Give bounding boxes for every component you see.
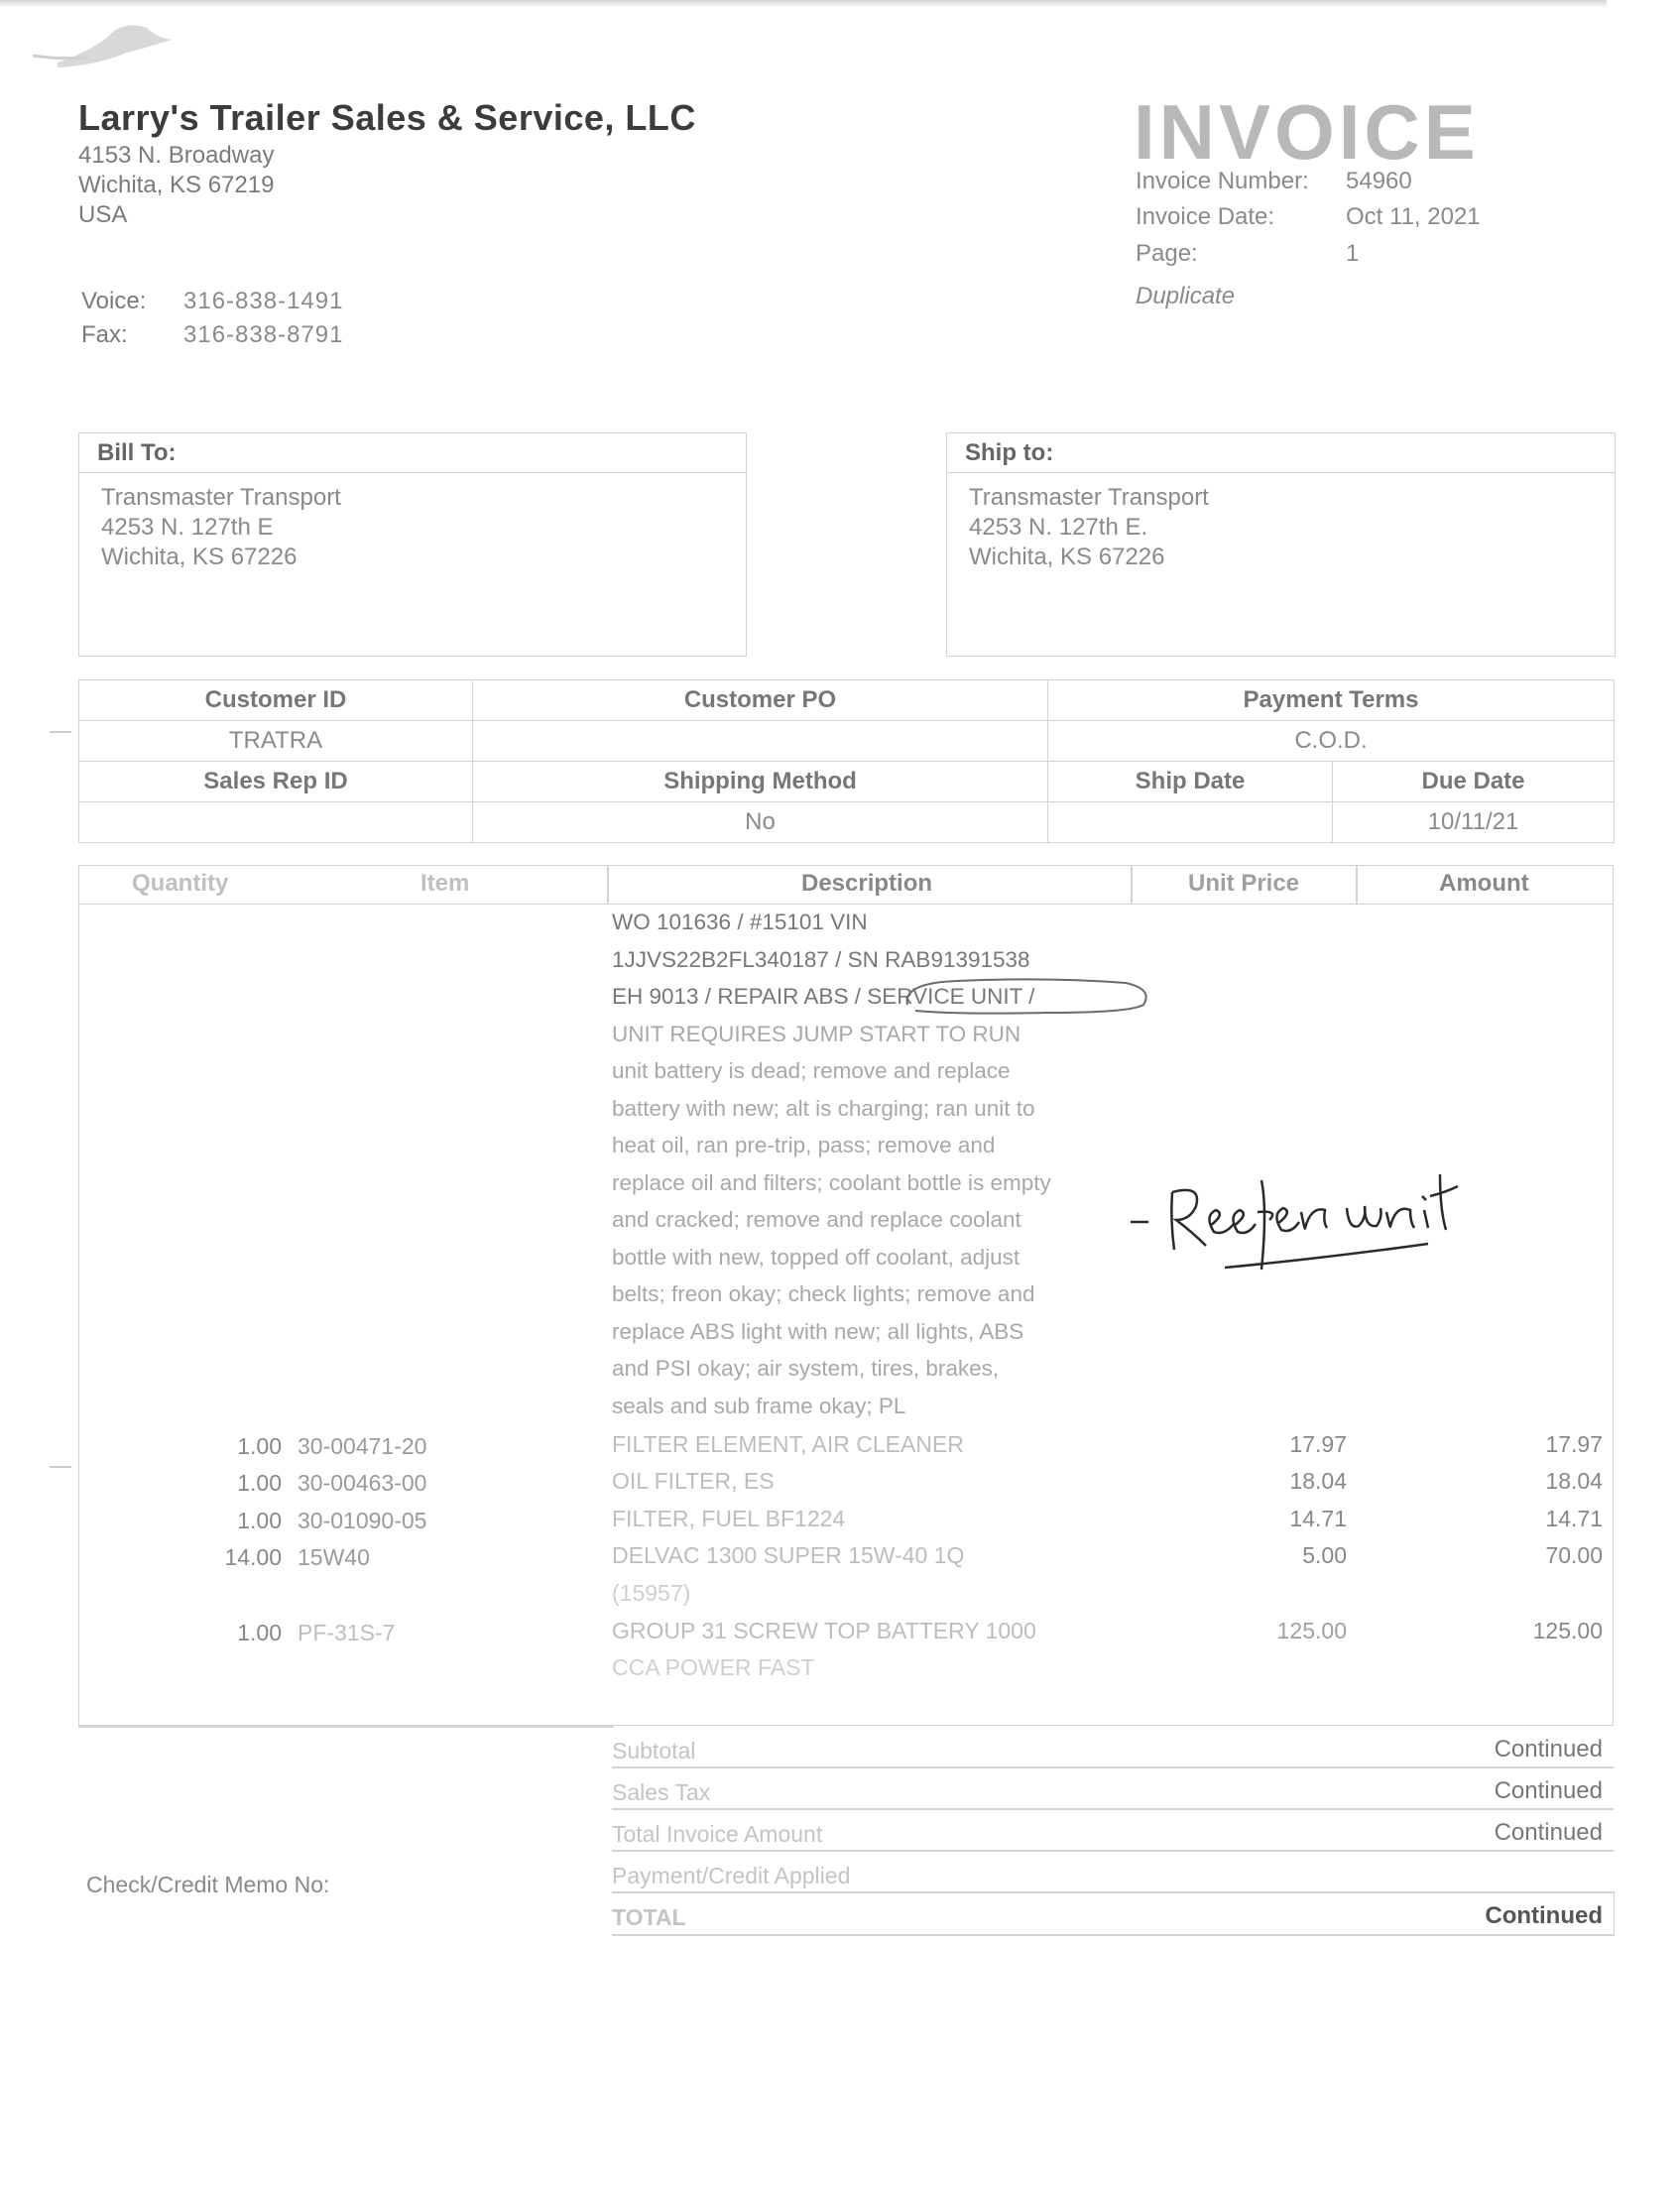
ship-date-header: Ship Date (1048, 762, 1333, 802)
shipping-method-header: Shipping Method (473, 762, 1048, 802)
fax-number: 316-838-8791 (183, 321, 344, 348)
payment-applied-label: Payment/Credit Applied (612, 1863, 851, 1888)
due-date-value: 10/11/21 (1333, 802, 1615, 843)
line-item-unit-price: 18.04 (1289, 1468, 1347, 1494)
line-item-amount: 70.00 (1545, 1542, 1603, 1568)
fax-label: Fax: (81, 321, 128, 348)
invoice-title: INVOICE (1134, 88, 1480, 176)
duplicate-note: Duplicate (1136, 283, 1236, 309)
margin-mark (50, 1466, 71, 1468)
subtotal-label: Subtotal (612, 1738, 696, 1763)
line-item-amount: 18.04 (1545, 1468, 1603, 1494)
bill-to-box (78, 432, 747, 657)
handwritten-note (1131, 1141, 1468, 1289)
work-description-line: and cracked; remove and replace coolant (612, 1207, 1021, 1232)
line-item-unit-price: 125.00 (1276, 1618, 1347, 1643)
item-header: Item (420, 870, 470, 897)
line-item-qty: 14.00 (224, 1544, 282, 1570)
work-description-line: 1JJVS22B2FL340187 / SN RAB91391538 (612, 946, 1030, 972)
invoice-number-label: Invoice Number: (1136, 168, 1309, 194)
quantity-header: Quantity (132, 870, 229, 897)
work-description-line: replace ABS light with new; all lights, ABS (612, 1318, 1024, 1344)
bill-to-line: Wichita, KS 67226 (101, 544, 298, 570)
description-header: Description (801, 870, 933, 897)
work-description-line: WO 101636 / #15101 VIN (612, 910, 868, 934)
line-item-description: CCA POWER FAST (612, 1654, 815, 1680)
ship-to-box (946, 432, 1616, 657)
ship-date-value (1048, 802, 1333, 843)
bill-to-line: 4253 N. 127th E (101, 514, 274, 541)
line-item-code: 30-01090-05 (298, 1508, 427, 1533)
totals-rule (612, 1850, 1614, 1852)
total-invoice-label: Total Invoice Amount (612, 1821, 823, 1847)
invoice-number: 54960 (1346, 168, 1412, 194)
column-divider (1131, 865, 1133, 905)
line-item-description: OIL FILTER, ES (612, 1468, 775, 1494)
margin-mark (50, 731, 71, 733)
invoice-date: Oct 11, 2021 (1346, 203, 1481, 230)
customer-id-value: TRATRA (79, 721, 473, 762)
work-description-line: battery with new; alt is charging; ran unit to (612, 1095, 1035, 1121)
ship-to-line: 4253 N. 127th E. (969, 514, 1148, 541)
payment-terms-header: Payment Terms (1048, 680, 1615, 721)
work-description-line: seals and sub frame okay; PL (612, 1393, 906, 1418)
work-description-line: unit battery is dead; remove and replace (612, 1058, 1011, 1083)
line-item-code: 30-00463-00 (298, 1470, 427, 1496)
line-item-amount: 14.71 (1545, 1506, 1603, 1531)
line-item-amount: 125.00 (1532, 1618, 1603, 1643)
voice-number: 316-838-1491 (183, 288, 344, 314)
scan-edge (0, 0, 1607, 8)
service-unit-circle (898, 975, 1155, 1017)
work-description-line: belts; freon okay; check lights; remove and (612, 1281, 1035, 1306)
ship-to-header: Ship to: (947, 433, 1615, 473)
line-item-qty: 1.00 (237, 1433, 282, 1459)
line-item-description: FILTER, FUEL BF1224 (612, 1506, 846, 1531)
voice-label: Voice: (81, 288, 147, 314)
amount-header: Amount (1439, 870, 1529, 897)
line-item-description: DELVAC 1300 SUPER 15W-40 1Q (612, 1542, 965, 1568)
customer-id-header: Customer ID (79, 680, 473, 721)
work-description-line: bottle with new, topped off coolant, adjust (612, 1244, 1020, 1270)
company-address-line: 4153 N. Broadway (78, 142, 275, 169)
totals-rule (612, 1808, 1614, 1810)
order-info-table (78, 679, 1615, 843)
page-number: 1 (1346, 240, 1360, 267)
company-address-line: USA (78, 201, 128, 228)
total-invoice-value: Continued (1494, 1819, 1603, 1846)
line-item-code: 15W40 (298, 1544, 370, 1570)
line-item-qty: 1.00 (237, 1508, 282, 1533)
invoice-date-label: Invoice Date: (1136, 203, 1275, 230)
work-description-line: and PSI okay; air system, tires, brakes, (612, 1356, 1000, 1381)
line-item-unit-price: 14.71 (1289, 1506, 1347, 1531)
customer-po-header: Customer PO (473, 680, 1048, 721)
line-item-description: FILTER ELEMENT, AIR CLEANER (612, 1431, 964, 1457)
line-item-description: GROUP 31 SCREW TOP BATTERY 1000 (612, 1618, 1036, 1643)
work-description-line: replace oil and filters; coolant bottle is empty (612, 1169, 1051, 1195)
page-label: Page: (1136, 240, 1198, 267)
line-item-code: PF-31S-7 (298, 1620, 396, 1645)
column-divider (1356, 865, 1358, 905)
due-date-header: Due Date (1333, 762, 1615, 802)
company-address-line: Wichita, KS 67219 (78, 172, 275, 198)
bill-to-header: Bill To: (79, 433, 746, 473)
customer-po-value (473, 721, 1048, 762)
total-value: Continued (1485, 1902, 1603, 1929)
ship-to-line: Wichita, KS 67226 (969, 544, 1165, 570)
line-item-description: (15957) (612, 1580, 691, 1606)
work-description-line: UNIT REQUIRES JUMP START TO RUN (612, 1021, 1021, 1046)
line-item-amount: 17.97 (1545, 1431, 1603, 1457)
line-item-qty: 1.00 (237, 1620, 282, 1645)
company-name: Larry's Trailer Sales & Service, LLC (78, 97, 696, 138)
ship-to-line: Transmaster Transport (969, 484, 1209, 511)
column-divider (607, 865, 609, 905)
work-description-line: EH 9013 / REPAIR ABS / SERVICE UNIT / (612, 984, 1035, 1009)
totals-rule (612, 1891, 1614, 1893)
bill-to-line: Transmaster Transport (101, 484, 341, 511)
totals-rule (612, 1934, 1614, 1936)
sales-rep-value (79, 802, 473, 843)
line-item-code: 30-00471-20 (298, 1433, 427, 1459)
line-item-unit-price: 5.00 (1302, 1542, 1347, 1568)
sales-rep-header: Sales Rep ID (79, 762, 473, 802)
work-description-line: heat oil, ran pre-trip, pass; remove and (612, 1133, 996, 1157)
totals-rule (612, 1766, 1614, 1768)
totals-divider (78, 1726, 614, 1728)
subtotal-value: Continued (1494, 1736, 1603, 1763)
scan-smudge (28, 8, 177, 77)
sales-tax-label: Sales Tax (612, 1779, 711, 1805)
total-box-edge (1600, 1891, 1615, 1936)
payment-terms-value: C.O.D. (1048, 721, 1615, 762)
unit-price-header: Unit Price (1188, 870, 1300, 897)
shipping-method-value: No (473, 802, 1048, 843)
line-item-unit-price: 17.97 (1289, 1431, 1347, 1457)
line-item-qty: 1.00 (237, 1470, 282, 1496)
check-memo-label: Check/Credit Memo No: (86, 1872, 330, 1897)
sales-tax-value: Continued (1494, 1777, 1603, 1804)
total-label: TOTAL (612, 1904, 686, 1930)
